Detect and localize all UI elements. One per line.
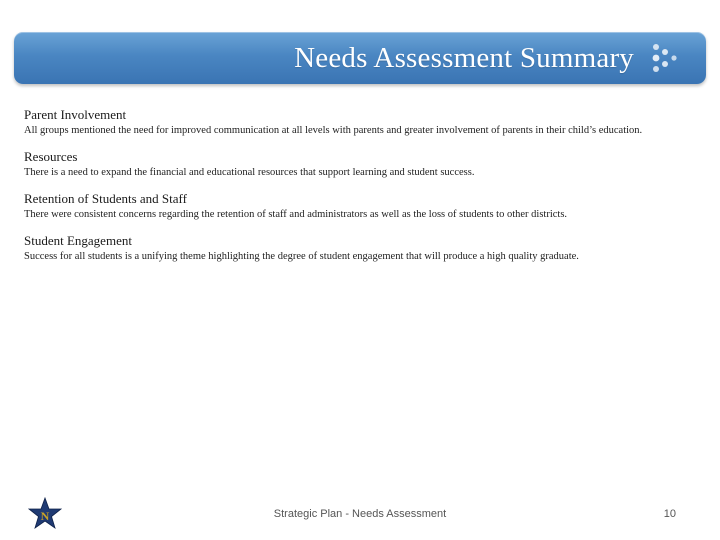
section-body: Success for all students is a unifying theme highlighting the degree of student engagement that will produce a high quality graduate.: [24, 251, 579, 262]
section-heading: Resources: [24, 149, 78, 164]
section-resources: [24, 149, 696, 179]
footer-text: Strategic Plan - Needs Assessment: [273, 508, 447, 520]
slide-title: Needs Assessment Summary: [294, 42, 634, 74]
star-logo-icon: [28, 497, 62, 531]
content-area: [24, 107, 696, 275]
section-student-engagement: [24, 233, 696, 263]
section-body: There were consistent concerns regarding the retention of staff and administrators as well as the loss of students to other districts.: [24, 209, 568, 220]
page-number: 10: [663, 508, 676, 520]
section-heading: Student Engagement: [24, 233, 132, 248]
section-body: There is a need to expand the financial and educational resources that support learning and student success.: [24, 167, 475, 178]
section-heading: Retention of Students and Staff: [24, 191, 187, 206]
section-heading: Parent Involvement: [24, 107, 127, 122]
logo-letter: N: [40, 509, 50, 523]
decorative-dots-icon: [650, 42, 680, 74]
section-parent-involvement: [24, 107, 696, 137]
title-bar: [14, 32, 706, 84]
section-body: All groups mentioned the need for improved communication at all levels with parents and greater involvement of parents in their child’s education.: [24, 125, 643, 136]
section-retention: [24, 191, 696, 221]
